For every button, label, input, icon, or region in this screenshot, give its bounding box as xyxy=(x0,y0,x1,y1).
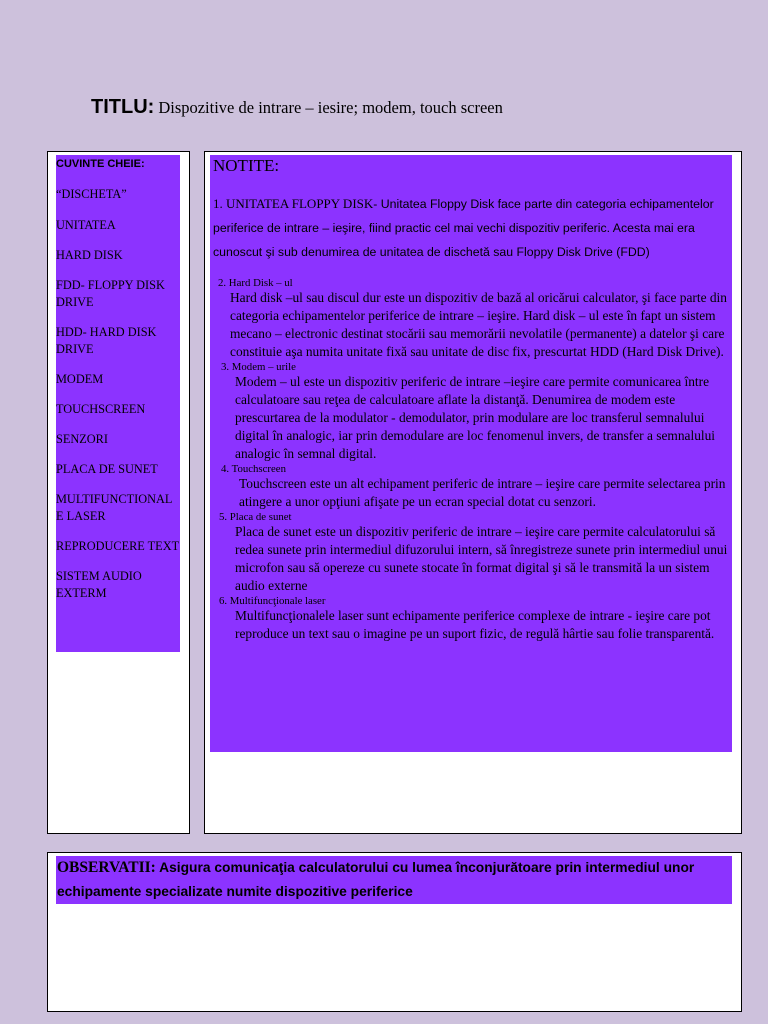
keyword-item: REPRODUCERE TEXT xyxy=(56,539,180,553)
floppy-paragraph xyxy=(213,192,732,264)
keyword-item: MODEM xyxy=(56,372,104,386)
section-text: Multifuncţionalele laser sunt echipamente periferice complexe de intrare - ieşire care pot reproduce un text sau o imagine pe un suport fizic, de regulă hârtie sau folie transparentă. xyxy=(235,608,715,641)
floppy-text: - Unitatea Floppy Disk face parte din categoria echipamentelor periferice de intrare – ieşire, fiind practic cel mai vechi dispozitiv periferic. Acesta mai era cunoscut şi sub denumirea de unitatea de dischetă sau Floppy Disk Drive (FDD) xyxy=(213,197,714,259)
section-subtitle: 5. Placa de sunet xyxy=(219,511,292,523)
keywords-header: CUVINTE CHEIE: xyxy=(56,158,145,170)
section-text: Touchscreen este un alt echipament periferic de intrare – ieşire care permite selectarea prin atingere a unor opţiuni afişate pe un ecran special dotat cu senzori. xyxy=(239,476,726,509)
title-text: Dispozitive de intrare – iesire; modem, touch screen xyxy=(158,98,503,117)
observations-label: OBSERVATII: xyxy=(57,859,156,876)
section-text: Modem – ul este un dispozitiv periferic de intrare –ieşire care permite comunicarea între calculatoare sau reţea de calculatoare aflate la distanţă. Denumirea de modem este prescurtarea de la modulator - demodulator, prin modulare are loc transferul semnalului digital în analogic, iar prin demodulare are loc fenomenul invers, de transfer a semnalului analogic în semnal digital. xyxy=(235,374,716,461)
section-subtitle: 2. Hard Disk – ul xyxy=(218,277,293,289)
title-label: TITLU: xyxy=(91,96,155,118)
observations-text: Asigura comunicaţia calculatorului cu lumea înconjurătoare prin intermediul unor echipamente specializate numite dispozitive periferice xyxy=(57,860,695,899)
section-subtitle: 4. Touchscreen xyxy=(221,463,287,475)
keyword-item: PLACA DE SUNET xyxy=(56,462,158,476)
keyword-item: “DISCHETA” xyxy=(56,187,127,201)
keyword-item: SENZORI xyxy=(56,432,108,446)
observations-content xyxy=(57,856,732,904)
keyword-item: SISTEM AUDIO EXTERM xyxy=(56,569,142,600)
observations-panel xyxy=(56,856,732,904)
keyword-item: UNITATEA xyxy=(56,218,116,232)
section-subtitle: 6. Multifuncţionale laser xyxy=(219,595,326,607)
title-row xyxy=(91,96,503,119)
keyword-item: FDD- FLOPPY DISK DRIVE xyxy=(56,278,165,309)
keyword-item: TOUCHSCREEN xyxy=(56,402,146,416)
section-text: Placa de sunet este un dispozitiv periferic de intrare – ieşire care permite calculatorului să redea sunete prin intermediul difuzorului intern, să înregistreze sunete prin intermediul unui microfon sau să opereze cu sunete stocate în format digital şi să le transmită la un sistem audio externe xyxy=(235,524,728,593)
section-subtitle: 3. Modem – urile xyxy=(221,361,296,373)
floppy-heading: 1. UNITATEA FLOPPY DISK xyxy=(213,196,374,211)
keyword-item: HARD DISK xyxy=(56,248,123,262)
notes-header: NOTITE: xyxy=(213,156,280,175)
section-text: Hard disk –ul sau discul dur este un dispozitiv de bază al oricărui calculator, şi face parte din categoria echipamentelor periferice de intrare – ieşire. Hard disk – ul este în fapt un sistem mecano – electronic destinat stocării sau memorării nevolatile (permanente) a datelor şi care constituie aşa numita unitate fixă sau unitate de disc fix, prescurtat HDD (Hard Disk Drive). xyxy=(230,290,727,359)
keywords-panel xyxy=(56,155,180,652)
keyword-item: MULTIFUNCTIONAL E LASER xyxy=(56,492,172,523)
keyword-item: HDD- HARD DISK DRIVE xyxy=(56,325,157,356)
notes-panel xyxy=(210,155,732,752)
